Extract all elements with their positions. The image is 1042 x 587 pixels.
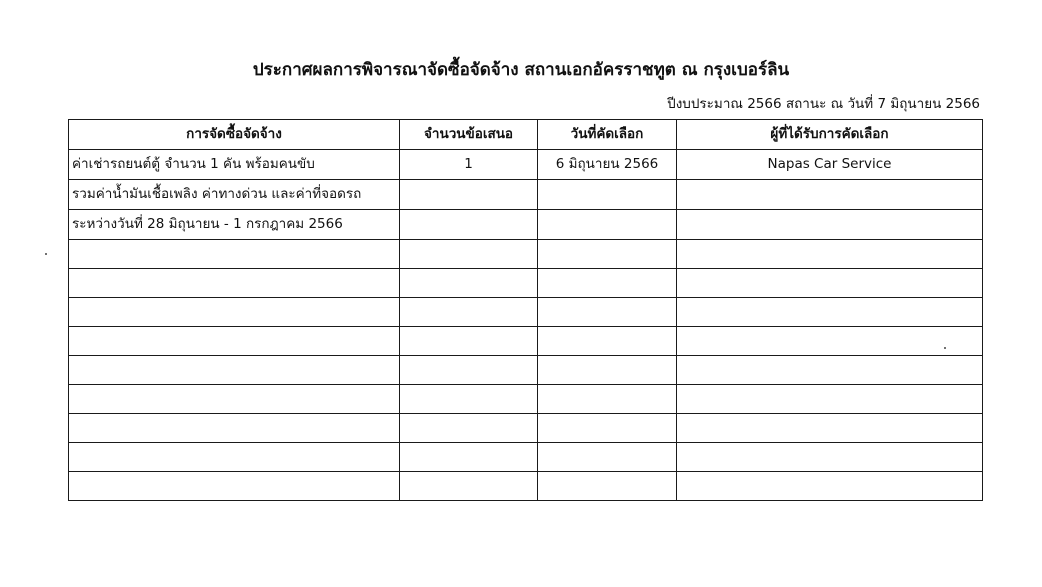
cell-selection-date [538,210,677,240]
cell-selected-vendor [677,472,983,501]
cell-selection-date [538,180,677,210]
fiscal-year-status: ปีงบประมาณ 2566 สถานะ ณ วันที่ 7 มิถุนายน 2566 [667,96,980,112]
table-row [69,269,983,298]
cell-number-of-offers [400,414,538,443]
cell-number-of-offers [400,327,538,356]
table-row [69,443,983,472]
cell-selection-date [538,472,677,501]
cell-selection-date [538,443,677,472]
cell-number-of-offers: 1 [400,150,538,180]
cell-procurement-item [69,356,400,385]
cell-selected-vendor [677,327,983,356]
table-row [69,356,983,385]
cell-selected-vendor [677,385,983,414]
scan-speck [944,347,946,349]
cell-selected-vendor: Napas Car Service [677,150,983,180]
table-row [69,414,983,443]
cell-procurement-item: ค่าเช่ารถยนต์ตู้ จำนวน 1 คัน พร้อมคนขับ [69,150,400,180]
cell-selected-vendor [677,356,983,385]
table-row [69,327,983,356]
cell-number-of-offers [400,472,538,501]
cell-selection-date [538,414,677,443]
cell-selection-date [538,269,677,298]
cell-number-of-offers [400,443,538,472]
cell-selected-vendor [677,443,983,472]
cell-selection-date [538,327,677,356]
cell-selection-date: 6 มิถุนายน 2566 [538,150,677,180]
cell-selection-date [538,298,677,327]
table-row [69,240,983,269]
cell-procurement-item [69,472,400,501]
cell-procurement-item: ระหว่างวันที่ 28 มิถุนายน - 1 กรกฎาคม 2566 [69,210,400,240]
document-title: ประกาศผลการพิจารณาจัดซื้อจัดจ้าง สถานเอกอัครราชทูต ณ กรุงเบอร์ลิน [252,60,790,80]
cell-number-of-offers [400,298,538,327]
header-selected-vendor: ผู้ที่ได้รับการคัดเลือก [677,120,983,150]
cell-selected-vendor [677,414,983,443]
cell-number-of-offers [400,180,538,210]
table-row [69,298,983,327]
cell-selection-date [538,356,677,385]
table-row [69,210,983,240]
cell-selected-vendor [677,210,983,240]
cell-selected-vendor [677,298,983,327]
scan-speck [45,253,47,255]
cell-selection-date [538,385,677,414]
table-header-row [69,120,983,150]
cell-selected-vendor [677,269,983,298]
header-procurement-item: การจัดซื้อจัดจ้าง [69,120,400,150]
table-row [69,180,983,210]
header-number-of-offers: จำนวนข้อเสนอ [400,120,538,150]
cell-number-of-offers [400,240,538,269]
cell-procurement-item [69,240,400,269]
cell-procurement-item [69,443,400,472]
cell-procurement-item [69,298,400,327]
cell-number-of-offers [400,356,538,385]
cell-procurement-item [69,414,400,443]
table-row [69,385,983,414]
cell-number-of-offers [400,210,538,240]
cell-selected-vendor [677,240,983,269]
table-row [69,472,983,501]
procurement-results-table [68,119,983,501]
cell-procurement-item [69,327,400,356]
cell-number-of-offers [400,385,538,414]
cell-procurement-item [69,269,400,298]
table-row [69,150,983,180]
header-selection-date: วันที่คัดเลือก [538,120,677,150]
cell-selected-vendor [677,180,983,210]
cell-procurement-item: รวมค่าน้ำมันเชื้อเพลิง ค่าทางด่วน และค่าที่จอดรถ [69,180,400,210]
cell-number-of-offers [400,269,538,298]
cell-procurement-item [69,385,400,414]
cell-selection-date [538,240,677,269]
